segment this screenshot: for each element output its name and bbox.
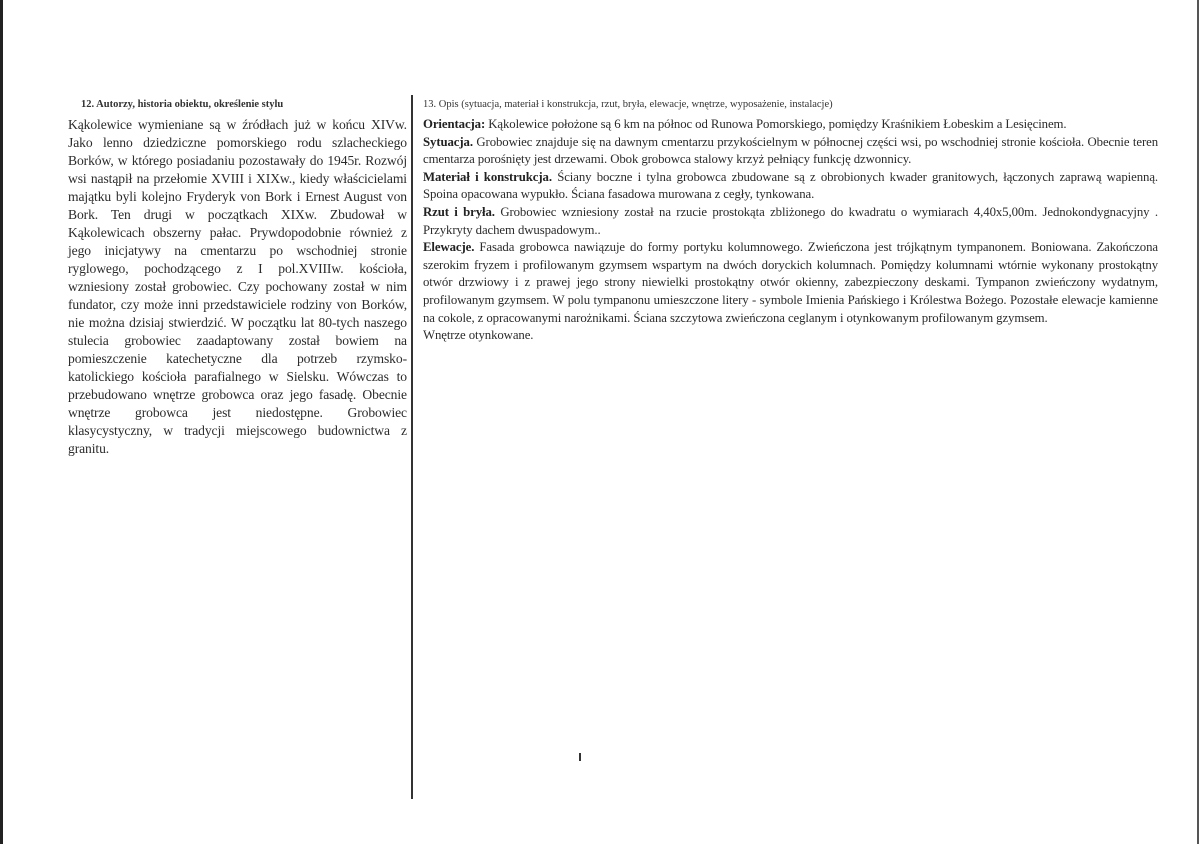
paragraph-text: Grobowiec znajduje się na dawnym cmentarzu przykościelnym w północnej części wsi, po wschodniej stronie kościoła. Obecnie teren cmentarza porośnięty jest drzewami. Obok grobowca stalowy krzyż pełniący funkcję dzwonnicy. <box>423 134 1158 167</box>
paragraph-elewacje <box>423 239 1158 327</box>
section-12-column <box>68 96 407 458</box>
paragraph-sytuacja <box>423 134 1158 169</box>
paragraph-text: Kąkolewice położone są 6 km na północ od Runowa Pomorskiego, pomiędzy Kraśnikiem Łobeskim a Lesięcinem. <box>485 117 1067 131</box>
paragraph-text: Grobowiec wzniesiony został na rzucie prostokąta zbliżonego do kwadratu o wymiarach 4,40x5,00m. Jednokondygnacyjny . Przykryty dachem dwuspadowym.. <box>423 204 1158 237</box>
paragraph-label: Rzut i bryła. <box>423 204 495 219</box>
paragraph-label: Orientacja: <box>423 117 486 131</box>
section-13-body <box>423 116 1158 345</box>
paragraph-label: Sytuacja. <box>423 134 473 149</box>
paragraph-text: Wnętrze otynkowane. <box>423 328 534 343</box>
paragraph-rzut <box>423 204 1158 239</box>
paragraph-orientacja <box>423 116 1158 134</box>
scan-edge-left <box>0 0 3 844</box>
section-12-body: Kąkolewice wymieniane są w źródłach już w końcu XIVw. Jako lenno dziedziczne pomorskiego rodu szlacheckiego Borków, w którego posiadaniu pozostawały do 1945r. Rozwój wsi nastąpił na przełomie XVIII i XIXw., kiedy właścicielami majątku byli kolejno Fryderyk von Bork i Ernest August von Bork. Ten drugi w początkach XIXw. Zbudował w Kąkolewicach obszerny pałac. Prywdopodobnie również z jego inicjatywy na cmentarzu po wschodniej stronie ryglowego, pochodzącego z I pol.XVIIIw. kościoła, wzniesiony został grobowiec. Czy pochowany został w nim fundator, czy może inni przedstawiciele rodziny von Borków, nie można dzisiaj stwierdzić. W początku lat 80-tych naszego stulecia grobowiec zaadaptowany został bowiem na pomieszczenie katechetyczne dla potrzeb rzymsko-katolickiego kościoła parafialnego w Sielsku. Wówczas to przebudowano wnętrze grobowca oraz jego fasadę. Obecnie wnętrze grobowca jest niedostępne. Grobowiec klasycystyczny, w tradycji miejscowego budownictwa z granitu. <box>68 117 407 456</box>
stray-mark <box>579 753 581 761</box>
column-divider <box>411 95 413 799</box>
section-13-heading: 13. Opis (sytuacja, materiał i konstrukcja, rzut, bryła, elewacje, wnętrze, wyposażenie, instalacje) <box>423 99 833 110</box>
paragraph-label: Materiał i konstrukcja. <box>423 169 552 184</box>
paragraph-label: Elewacje. <box>423 240 475 255</box>
section-13-column <box>423 96 1158 345</box>
paragraph-material <box>423 169 1158 204</box>
paragraph-text: Ściany boczne i tylna grobowca zbudowane są z obrobionych kwader granitowych, łączonych zaprawą wapienną. Spoina opacowana wypukło. Ściana fasadowa murowana z cegły, tynkowana. <box>423 169 1158 202</box>
section-12-heading: 12. Autorzy, historia obiektu, określenie stylu <box>81 99 284 110</box>
paragraph-wnetrze <box>423 327 1158 345</box>
paragraph-text: Fasada grobowca nawiązuje do formy portyku kolumnowego. Zwieńczona jest trójkątnym tympanonem. Boniowana. Zakończona szerokim fryzem i profilowanym gzymsem wspartym na dwóch doryckich kolumnach. Pomiędzy kolumnami wtórnie wykonany prostokątny otwór drzwiowy i z prawej jego strony niewielki prostokątny otwór okienny, zabezpieczony deskami. Tympanon zwieńczony wydatnym, profilowanym gzymsem. W polu tympanonu umieszczone litery - symbole Imienia Pańskiego i Królestwa Bożego. Pozostałe elewacje kamienne na cokole, z opracowanymi narożnikami. Ściana szczytowa zwieńczona ceglanym i otynkowanym profilowanym gzymsem. <box>423 240 1158 325</box>
